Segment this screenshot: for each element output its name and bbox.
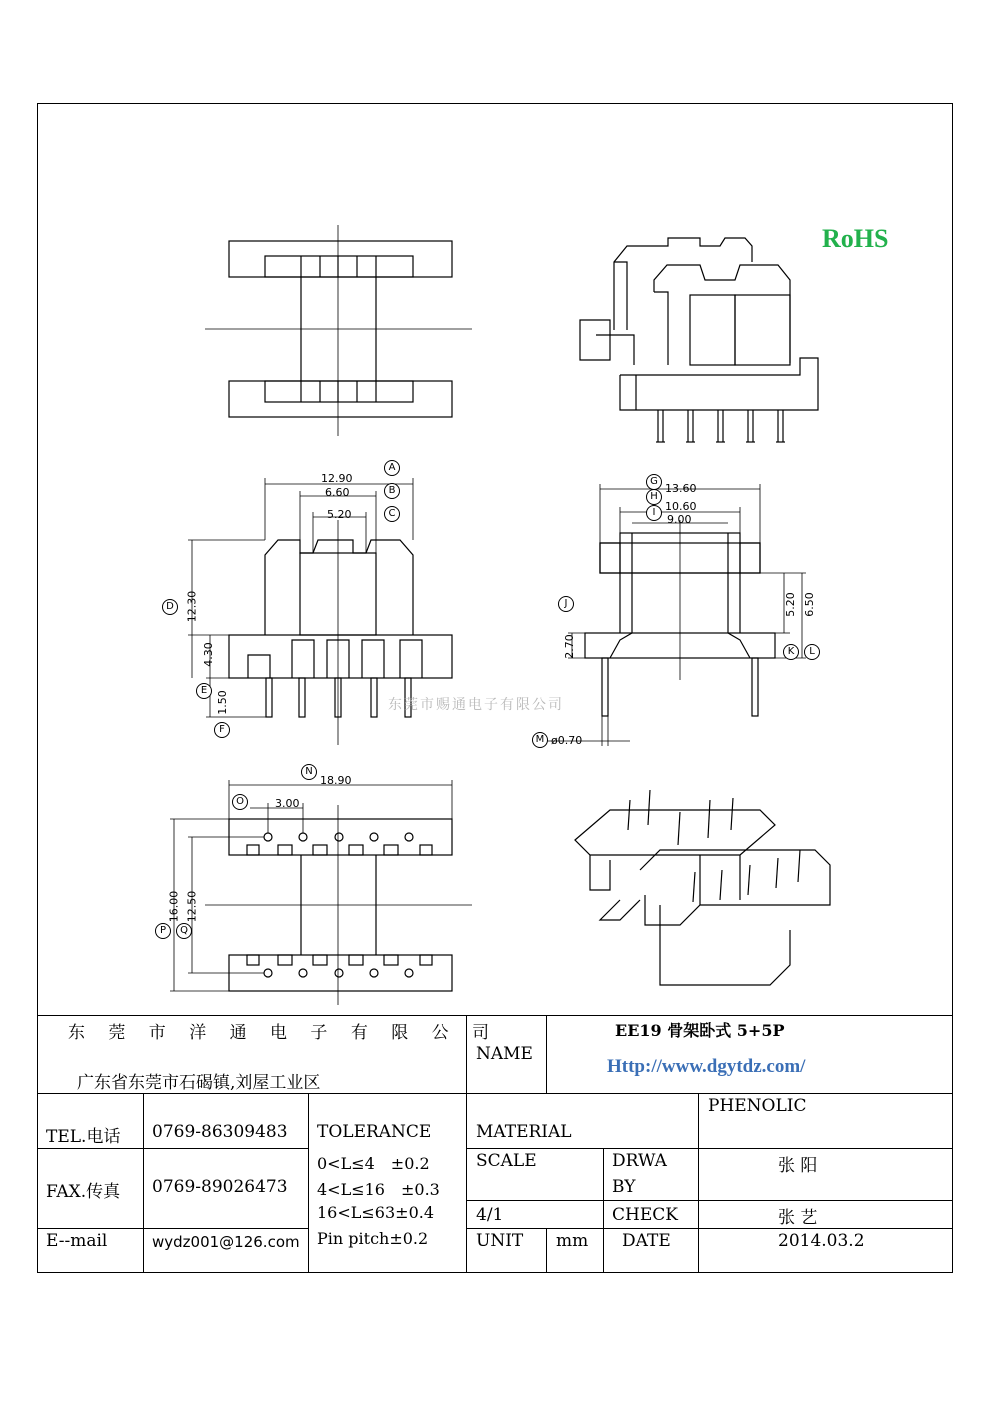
tolerance-row-4: Pin pitch±0.2 — [317, 1229, 429, 1248]
dim-m-value: ø0.70 — [551, 734, 583, 747]
tolerance-row-3: 16<L≤63±0.4 — [317, 1203, 435, 1222]
marker-i: I — [646, 505, 662, 521]
dim-l-value: 2.70 — [562, 634, 576, 659]
tel-value: 0769-86309483 — [152, 1122, 288, 1142]
drawn-by-value: 张 阳 — [778, 1156, 818, 1176]
marker-m: M — [532, 732, 548, 748]
email-label: E--mail — [46, 1231, 108, 1251]
check-label: CHECK — [612, 1205, 678, 1225]
tel-label: TEL.电话 — [46, 1127, 121, 1147]
website-link[interactable]: Http://www.dgytdz.com/ — [607, 1056, 806, 1077]
dim-b-value: 6.60 — [325, 486, 350, 499]
fax-value: 0769-89026473 — [152, 1177, 288, 1197]
dim-a-value: 12.90 — [321, 472, 353, 485]
dim-o-value: 3.00 — [275, 797, 300, 810]
material-label: MATERIAL — [476, 1122, 572, 1142]
date-label: DATE — [622, 1231, 671, 1251]
unit-label: UNIT — [476, 1231, 524, 1251]
tolerance-row-1: 0<L≤4 ±0.2 — [317, 1154, 430, 1173]
top-view — [205, 225, 472, 436]
marker-o: O — [232, 794, 248, 810]
company-address: 广东省东莞市石碣镇,刘屋工业区 — [77, 1073, 321, 1093]
dim-g-value: 13.60 — [665, 482, 697, 495]
marker-l: L — [804, 644, 820, 660]
marker-c: C — [384, 506, 400, 522]
scale-label: SCALE — [476, 1151, 537, 1171]
drawn-by-label-2: BY — [612, 1177, 636, 1197]
marker-a: A — [384, 460, 400, 476]
marker-p: P — [155, 923, 171, 939]
rohs-mark: RoHS — [822, 224, 889, 253]
dim-p-value: 16.00 — [167, 890, 181, 923]
marker-j: J — [558, 596, 574, 612]
marker-h: H — [646, 489, 662, 505]
dim-d-value: 12.30 — [185, 590, 199, 623]
isometric-view-bottom — [575, 790, 830, 985]
dim-n-value: 18.90 — [320, 774, 352, 787]
dim-j-value: 5.20 — [783, 592, 797, 617]
dim-f-value: 1.50 — [215, 690, 229, 715]
marker-q: Q — [176, 923, 192, 939]
marker-g: G — [646, 474, 662, 490]
date-value: 2014.03.2 — [778, 1231, 865, 1251]
marker-n: N — [301, 764, 317, 780]
product-name: EE19 骨架卧式 5+5P — [615, 1021, 785, 1040]
email-value[interactable]: wydz001@126.com — [152, 1233, 300, 1251]
dim-k-value: 6.50 — [802, 592, 816, 617]
dim-e-value: 4.30 — [201, 642, 215, 667]
unit-value: mm — [556, 1231, 589, 1251]
isometric-view-top — [580, 238, 818, 442]
drawn-by-label-1: DRWA — [612, 1151, 667, 1171]
tolerance-row-2: 4<L≤16 ±0.3 — [317, 1180, 440, 1199]
dim-h-value: 10.60 — [665, 500, 697, 513]
dim-q-value: 12.50 — [185, 890, 199, 923]
bottom-view — [170, 780, 472, 1005]
watermark: 东莞市赐通电子有限公司 — [388, 697, 564, 713]
marker-f: F — [214, 722, 230, 738]
material-value: PHENOLIC — [708, 1096, 807, 1116]
tolerance-label: TOLERANCE — [317, 1122, 432, 1142]
marker-e: E — [196, 683, 212, 699]
name-label: NAME — [476, 1044, 533, 1064]
fax-label: FAX.传真 — [46, 1182, 121, 1202]
dim-i-value: 9.00 — [667, 513, 692, 526]
marker-k: K — [783, 644, 799, 660]
marker-d: D — [162, 599, 178, 615]
dim-c-value: 5.20 — [327, 508, 352, 521]
marker-b: B — [384, 483, 400, 499]
checked-by-value: 张 艺 — [778, 1208, 818, 1228]
scale-value: 4/1 — [476, 1205, 504, 1225]
company-name: 东 莞 市 洋 通 电 子 有 限 公 司 — [68, 1023, 499, 1043]
